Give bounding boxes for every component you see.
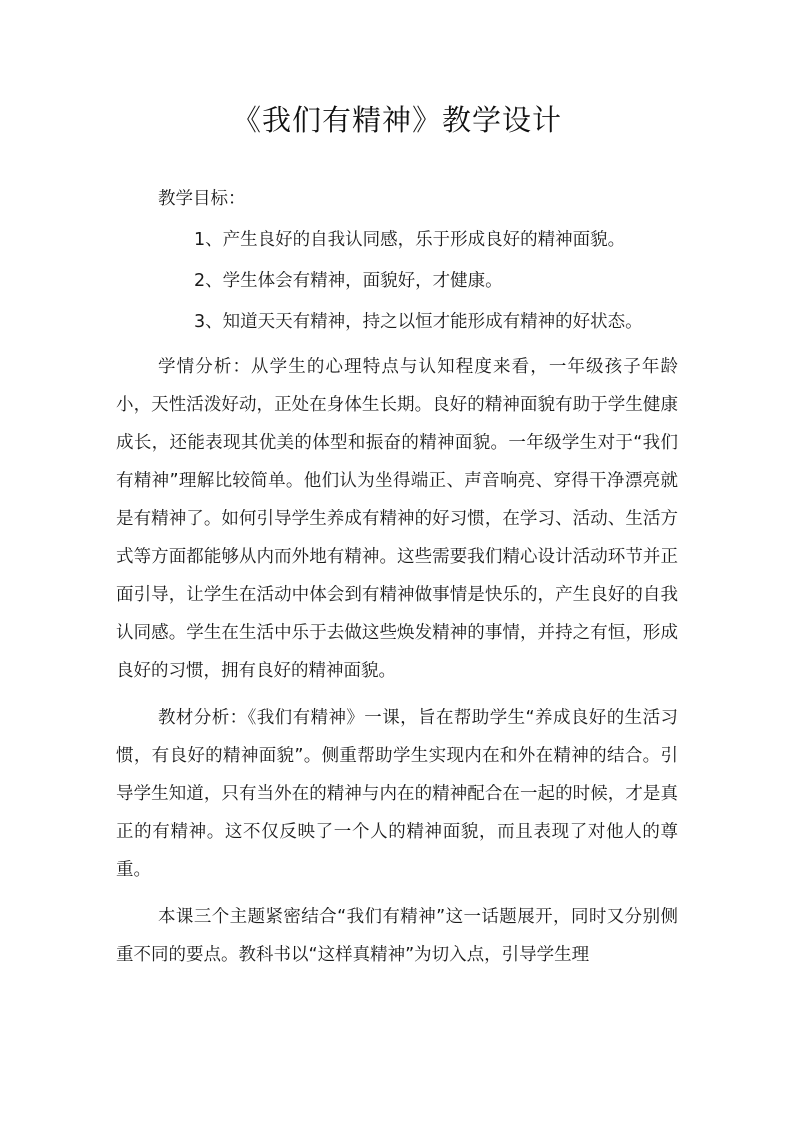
objectives-heading: 教学目标：: [158, 189, 246, 209]
paragraph-lesson-themes: 本课三个主题紧密结合“我们有精神”这一话题展开，同时又分别侧重不同的要点。教科书以“这样真精神”为切入点，引导学生理: [116, 907, 678, 965]
objective-item-3: 3、知道天天有精神，持之以恒才能形成有精神的好状态。: [194, 312, 643, 332]
document-body: [116, 186, 678, 974]
paragraph-textbook-analysis: 教材分析：《我们有精神》一课，旨在帮助学生“养成良好的生活习惯，有良好的精神面貌”。侧重帮助学生实现内在和外在精神的结合。引导学生知道，只有当外在的精神与内在的精神配合在一起的时候，才是真正的有精神。这不仅反映了一个人的精神面貌，而且表现了对他人的尊重。: [116, 708, 678, 880]
document-title: 《我们有精神》教学设计: [231, 103, 562, 137]
objective-item-2: 2、学生体会有精神，面貌好，才健康。: [194, 271, 503, 291]
objective-item-1: 1、产生良好的自我认同感，乐于形成良好的精神面貌。: [194, 230, 626, 250]
paragraph-learner-analysis: 学情分析：从学生的心理特点与认知程度来看，一年级孩子年龄小，天性活泼好动，正处在身体生长期。良好的精神面貌有助于学生健康成长，还能表现其优美的体型和振奋的精神面貌。一年级学生对于“我们有精神”理解比较简单。他们认为坐得端正、声音响亮、穿得干净漂亮就是有精神了。如何引导学生养成有精神的好习惯，在学习、活动、生活方式等方面都能够从内而外地有精神。这些需要我们精心设计活动环节并正面引导，让学生在活动中体会到有精神做事情是快乐的，产生良好的自我认同感。学生在生活中乐于去做这些焕发精神的事情，并持之有恒，形成良好的习惯，拥有良好的精神面貌。: [116, 357, 678, 681]
